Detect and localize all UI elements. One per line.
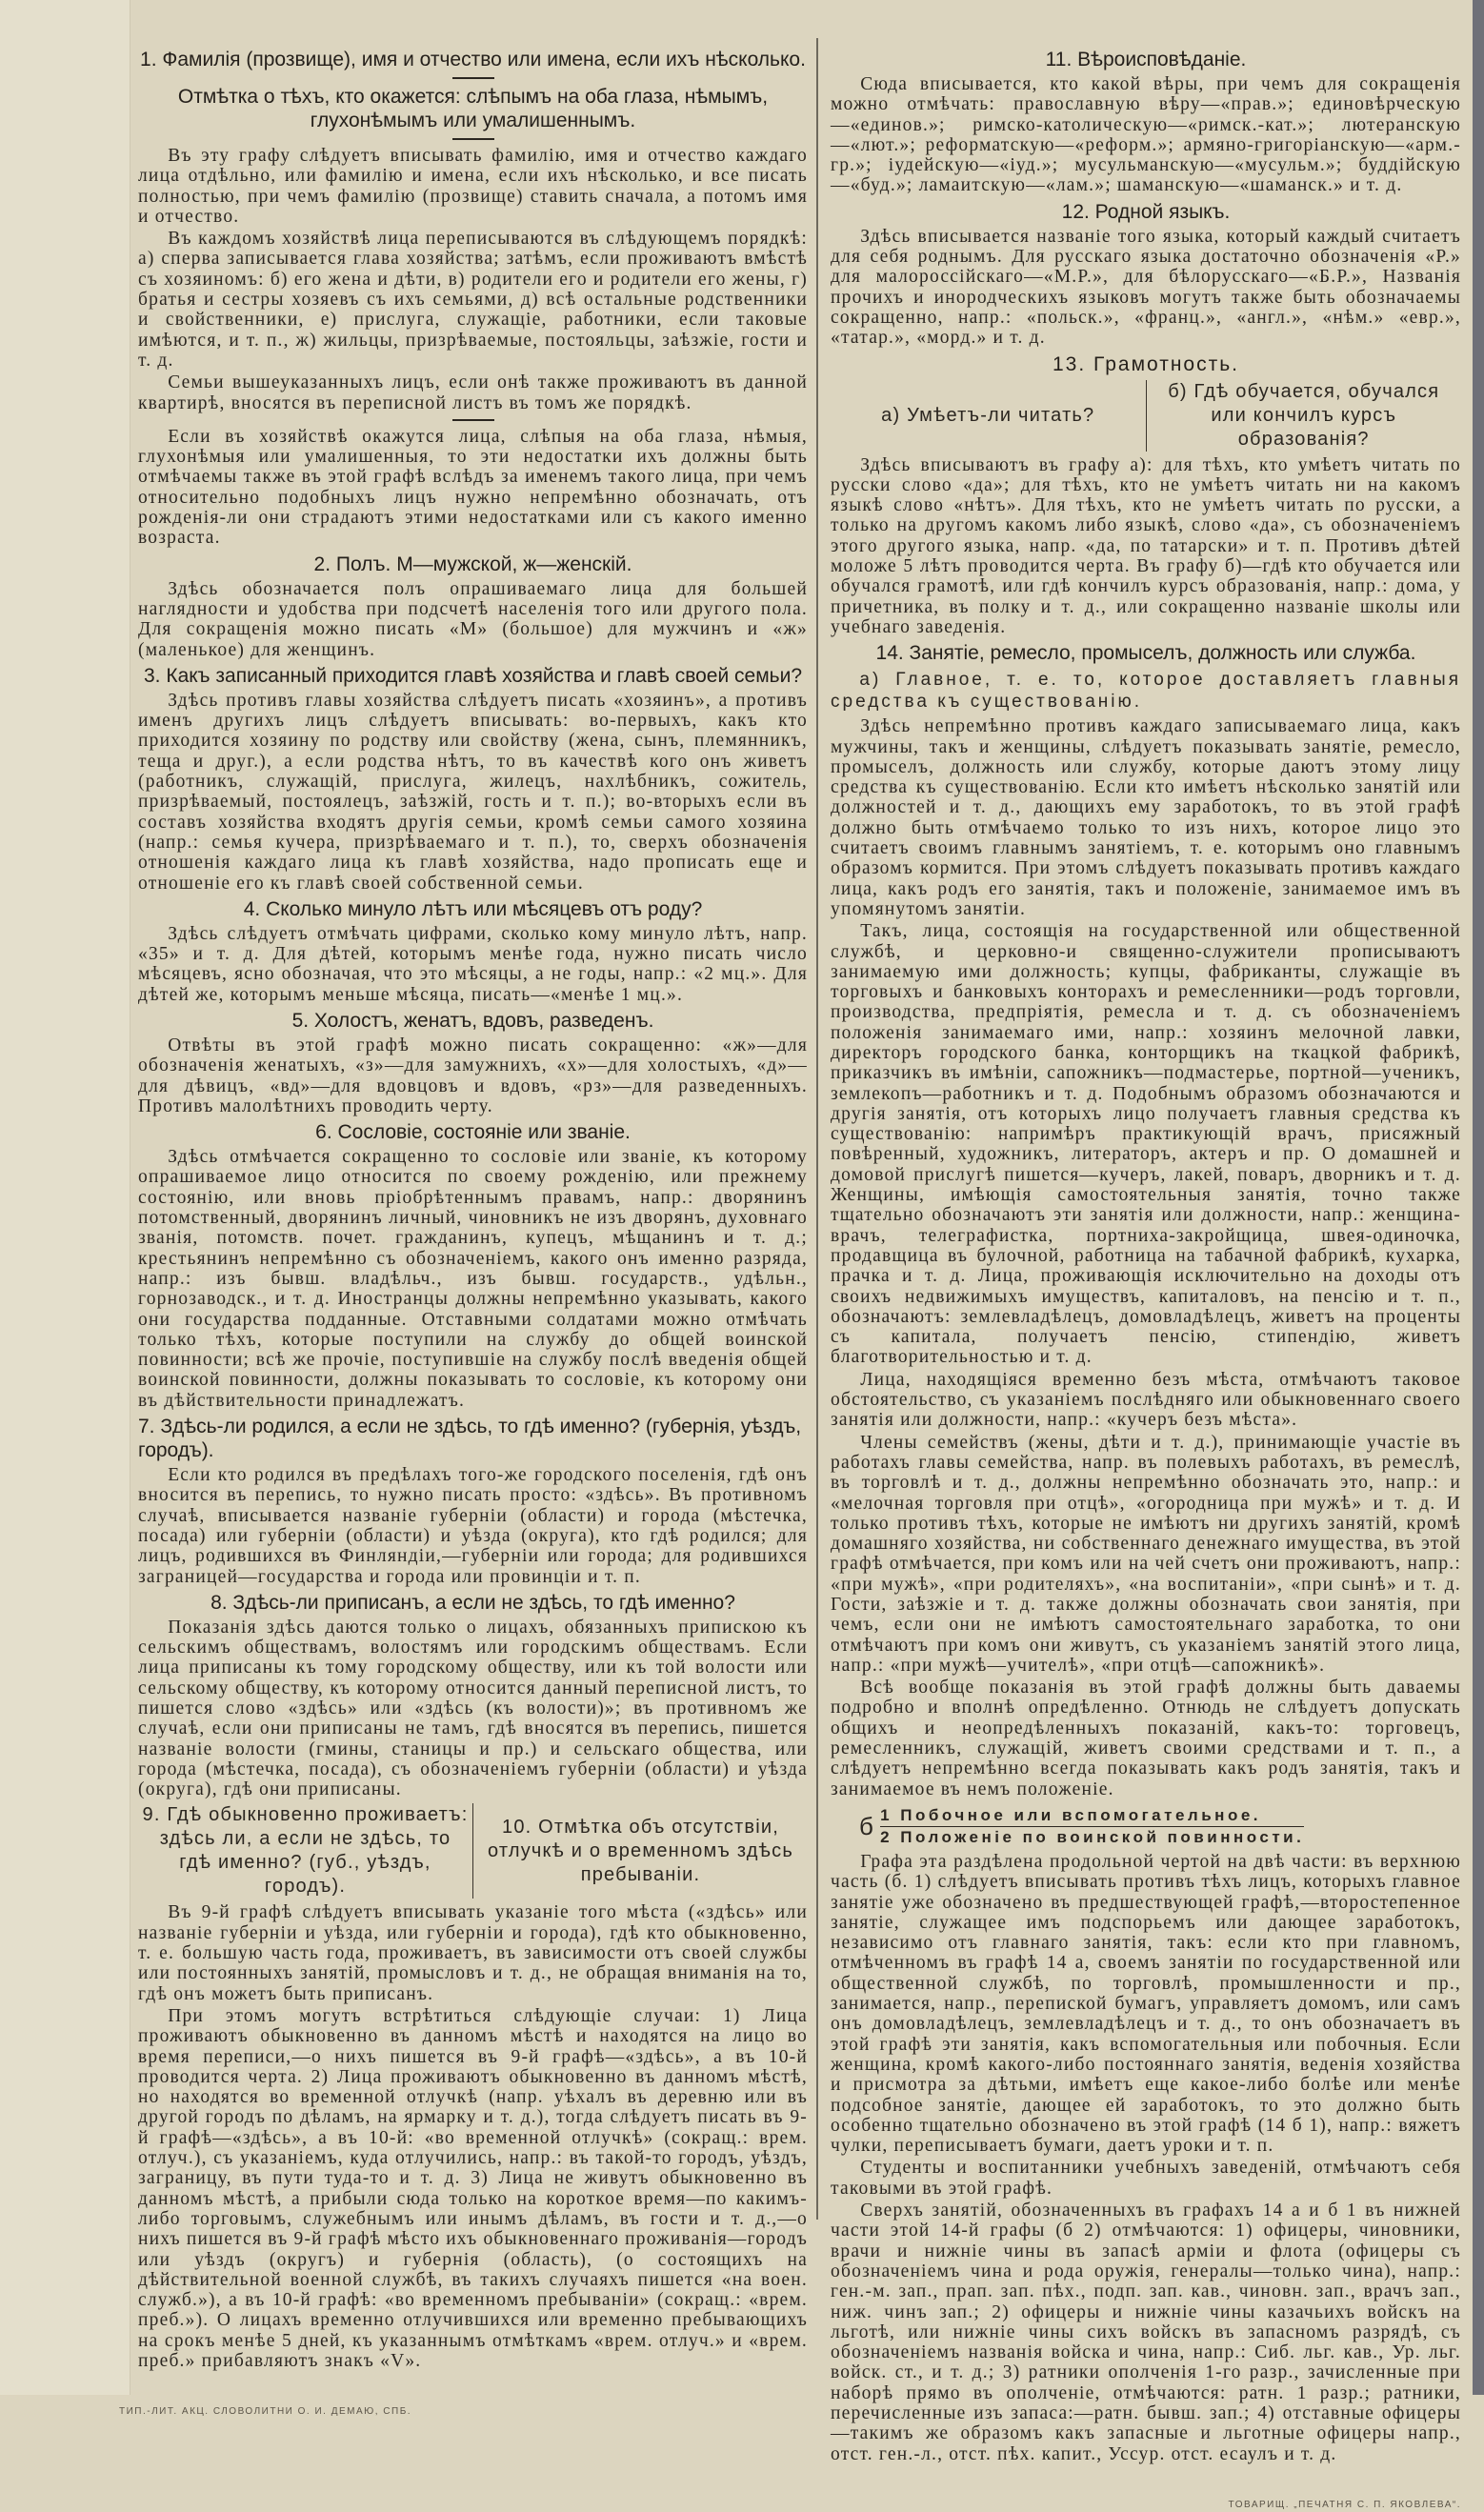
- paragraph: Такъ, лица, состоящія на государственной или общественной службѣ, и церковно-и священно-служители прописываютъ занимаемую ими должность; купцы, фабриканты, служащіе въ торговыхъ и банковыхъ конторахъ и ремесленники—родъ торговли, производства, предпріятія, ремесла и т. д. съ обозначеніемъ положенія занимаемаго ими, напр.: хозяинъ мелочной лавки, директоръ городского банка, конторщикъ на ткацкой фабрикѣ, приказчикъ въ имѣніи, сапожникъ—подмастерье, портной—ученикъ, землекопъ—работникъ и т. д. Подобнымъ образомъ обозначаются и другія занятія, отъ которыхъ лицо получаетъ главныя средства къ существованію: напримѣръ практикующій врачъ, присяжный повѣренный, художникъ, литераторъ, актеръ и пр. О домашней и домовой прислугѣ пишется—кучеръ, лакей, поваръ, дворникъ и т. д. Женщины, имѣющія самостоятельныя занятія, точно также тщательно обозначаютъ эти занятія или должности, напр.: женщина-врачъ, телеграфистка, портниха-закройщица, швея-одиночка, продавщица въ булочной, работница на табачной фабрикѣ, кухарка, прачка и т. д. Лица, проживающія исключительно на доходы отъ своихъ недвижимыхъ имуществъ, капиталовъ, на пенсію и т. п., обозначаютъ: землевладѣлецъ, домовладѣлецъ, живетъ на проценты съ капитала, получаетъ пенсію, стипендію, живетъ благотворительностью и т. д.: [831, 921, 1461, 1368]
- left-column: [119, 44, 808, 2419]
- section-1-subheading: Отмѣтка о тѣхъ, кто окажется: слѣпымъ на оба глаза, нѣмымъ, глухонѣмымъ или умалишеннымъ.: [177, 86, 769, 131]
- divider: [452, 138, 494, 140]
- paragraph: При этомъ могутъ встрѣтиться слѣдующіе случаи: 1) Лица проживаютъ обыкновенно въ данномъ мѣстѣ и находятся на лицо во время переписи,—о нихъ пишется въ 9-й графѣ—«здѣсь», а въ 10-й проводится черта. 2) Лица проживаютъ обыкновенно въ данномъ мѣстѣ, но находятся во временной отлучкѣ (напр. уѣхалъ въ деревню или въ другой городъ по дѣламъ, на ярмарку и т. д.), тогда слѣдуетъ писать въ 9-й графѣ—«здѣсь», а въ 10-й: «во временной отлучкѣ» (сокращ.: врем. отлуч.), съ указаніемъ, куда отлучились, напр.: въ такой-то городъ, уѣздъ, заграницу, въ пути туда-то и т. д. 3) Лица не живутъ обыкновенно въ данномъ мѣстѣ, а прибыли сюда только на короткое время—по какимъ-либо торговымъ, служебнымъ или инымъ дѣламъ, въ гости и т. д.,—о нихъ пишется въ 9-й графѣ мѣсто ихъ обыкновеннаго проживанія—городъ или уѣздъ (округъ) и губернія (область), (о состоящихъ на дѣйствительной военной службѣ, въ такихъ случаяхъ пишется «на воен. служб.»), а въ 10-й графѣ: «во временномъ пребываніи» (сокращ.: «врем. преб.»). О лицахъ временно отлучившихся или временно пребывающихъ на срокъ менѣе 5 дней, къ указаннымъ отмѣткамъ «врем. отлуч.» и «врем. преб.» прибавляютъ знакъ «V».: [138, 2005, 808, 2372]
- paragraph: Члены семействъ (жены, дѣти и т. д.), принимающіе участіе въ работахъ главы семейства, напр. въ полевыхъ работахъ, въ ремеслѣ, въ торговлѣ и т. д., должны непремѣнно обозначать это, напр.: и «мелочная торговля при отцѣ», «огородница при мужѣ» и т. д. И только противъ тѣхъ, которые не имѣютъ ни другихъ занятій, кромѣ домашняго хозяйства, ни собственнаго денежнаго имущества, въ этой графѣ отмѣчается, при комъ или на чей счетъ они проживаютъ, напр.: «при мужѣ», «при родителяхъ», «на воспитаніи», «при сынѣ» и т. д. Гости, заѣзжіе и т. д. также должны обозначать свои занятія, при чемъ, если они не имѣютъ самостоятельнаго заработка, то они отмѣчаютъ при комъ они живутъ, съ указаніемъ занятій этого лица, напр.: «при мужѣ—учителѣ», «при отцѣ—сапожникѣ».: [831, 1432, 1461, 1676]
- paragraph: Семьи вышеуказанныхъ лицъ, если онѣ также проживаютъ въ данной квартирѣ, вносятся въ переписной листъ въ томъ же порядкѣ.: [138, 372, 808, 413]
- section-13-subheadings: [831, 380, 1461, 452]
- paragraph: Сверхъ занятій, обозначенныхъ въ графахъ 14 а и б 1 въ нижней части этой 14-й графы (б 2) отмѣчаются: 1) офицеры, чиновники, врачи и нижніе чины въ запасѣ арміи и флота (офицеры съ обозначеніемъ чина и рода оружія, генералы—только чина), напр.: ген.-м. зап., прап. зап. пѣх., подп. зап. кав., чиновн. зап., врачъ зап., ниж. чинъ зап.; 2) офицеры и нижніе чины казачьихъ войскъ на льготѣ, или нижніе чины сихъ войскъ въ запасномъ разрядѣ, съ обозначеніемъ названія войска и чина, напр.: Сиб. льг. кав., Ур. льг. войск. ст., и т. д.; 3) ратники ополченія 1-го разр., зачисленные при наборѣ прямо въ ополченіе, отмѣчаются: ратн. 1 разр.; ратники, перечисленные изъ запаса:—ратн. бывш. зап.; 4) отставные офицеры—такимъ же образомъ какъ запасные и льготные офицеры напр., отст. ген.-л., отст. пѣх. капит., Уссур. отст. есаулъ и т. д.: [831, 2201, 1461, 2464]
- section-6-heading: 6. Сословіе, состояніе или званіе.: [315, 1121, 631, 1144]
- paragraph: Здѣсь обозначается полъ опрашиваемаго лица для большей наглядности и удобства при подсчетѣ населенія того или другого пола. Для сокращенія можно писать «М» (большое) для мужчинъ и «ж» (маленькое) для женщинъ.: [138, 578, 808, 660]
- printer-imprint-right: ТОВАРИЩ. „ПЕЧАТНЯ С. П. ЯКОВЛЕВА“.: [1228, 2499, 1461, 2510]
- paragraph: Здѣсь отмѣчается сокращенно то сословіе или званіе, къ которому опрашиваемое лицо относится по своему рожденію, или прежнему состоянію, или вновь пріобрѣтеннымъ правамъ, напр.: дворянинъ потомственный, дворянинъ личный, чиновникъ не изъ дворянъ, духовнаго званія, потомств. почет. гражданинъ, купецъ, мѣщанинъ и т. д.; крестьянинъ непремѣнно съ обозначеніемъ, какого онъ именно разряда, напр.: изъ бывш. владѣльч., изъ бывш. государств., удѣльн., горнозаводск., и т. д. Иностранцы должны непремѣнно указывать, какого они государства подданные. Отставными солдатами можно отмѣчать только тѣхъ, которые поступили на службу до общей воинской повинности; всѣ же прочіе, поступившіе на службу послѣ введенія общей воинской повинности, должны показывать то сословіе, къ которому они въ дѣйствительности принадлежатъ.: [138, 1147, 808, 1411]
- section-9-10-headings: [138, 1803, 808, 1899]
- section-13-heading: 13. Грамотность.: [1052, 352, 1240, 375]
- section-14b1-heading: 1 Побочное или вспомогательное.: [880, 1805, 1304, 1827]
- paragraph: Въ каждомъ хозяйствѣ лица переписываются въ слѣдующемъ порядкѣ: а) сперва записывается глава хозяйства; затѣмъ, если проживаютъ вмѣстѣ съ хозяиномъ: б) его жена и дѣти, в) родители его и родители его жены, г) братья и сестры хозяевъ съ ихъ семьями, д) всѣ остальные родственники и свойственники, е) прислуга, служащіе, работники, если таковые имѣются, и т. п., ж) жильцы, призрѣваемые, постояльцы, заѣзжіе, гости и т. д.: [138, 229, 808, 371]
- section-14b2-heading: 2 Положеніе по воинской повинности.: [880, 1827, 1305, 1846]
- section-13a-heading: а) Умѣетъ-ли читать?: [881, 404, 1095, 426]
- divider: [452, 77, 494, 79]
- section-8-heading: 8. Здѣсь-ли приписанъ, а если не здѣсь, то гдѣ именно?: [211, 1591, 735, 1614]
- section-10-heading: 10. Отмѣтка объ отсутствіи, отлучкѣ и о временномъ здѣсь пребываніи.: [472, 1803, 808, 1899]
- paragraph: Студенты и воспитанники учебныхъ заведеній, отмѣчаютъ себя таковыми въ этой графѣ.: [831, 2158, 1461, 2199]
- paragraph: Графа эта раздѣлена продольной чертой на двѣ части: въ верхнюю часть (б. 1) слѣдуетъ вписывать противъ тѣхъ лицъ, которыхъ главное занятіе уже обозначено въ предшествующей графѣ,—второстепенное занятіе, служащее имъ подспорьемъ или дающее заработокъ, независимо отъ главнаго занятія, такъ: если кто при главномъ, отмѣченномъ въ графѣ 14 а, своемъ занятіи по государственной или общественной службѣ, по торговлѣ, промышленности и пр., занимается, напр., перепиской бумагъ, управляетъ домомъ, или самъ онъ домовладѣлецъ, землевладѣлецъ и т. д., то онъ обозначаетъ въ этой графѣ эти занятія, какъ вспомогательныя или побочныя. Если женщина, кромѣ какого-либо постояннаго занятія, веденія хозяйства и присмотра за дѣтьми, имѣетъ еще какое-либо болѣе или менѣе подсобное занятіе, дающее ей заработокъ, то это должно быть особенно тщательно обозначено въ этой графѣ (14 б 1), напр.: вяжетъ чулки, переписываетъ бумаги, даетъ уроки и т. п.: [831, 1851, 1461, 2157]
- paragraph: Показанія здѣсь даются только о лицахъ, обязанныхъ припискою къ сельскимъ обществамъ, волостямъ или городскимъ обществамъ. Если лица приписаны къ тому городскому обществу, или къ той волости или сельскому обществу, къ которому относится данный переписной листъ, то пишется слово «здѣсь» или «здѣсь (къ волости)»; въ противномъ же случаѣ, если они приписаны не тамъ, гдѣ вносятся въ перепись, пишется названіе волости (гмины, станицы и пр.) и сельскаго общества, или города (мѣстечка, посада), съ обозначеніемъ губерніи (области) и уѣзда (округа), гдѣ они приписаны.: [138, 1617, 808, 1800]
- section-5-heading: 5. Холостъ, женатъ, вдовъ, разведенъ.: [291, 1009, 654, 1032]
- section-13b-heading: б) Гдѣ обучается, обучался или кончилъ курсъ образованія?: [1146, 380, 1462, 452]
- paragraph: Здѣсь непремѣнно противъ каждаго записываемаго лица, какъ мужчины, такъ и женщины, слѣдуетъ показывать занятіе, ремесло, промыселъ, должность или службу, которые даютъ этому лицу средства къ существованію. Если кто имѣетъ нѣсколько занятій или должностей и т. д., дающихъ ему заработокъ, то въ этой графѣ должно быть отмѣчаемо только то изъ нихъ, которое лицо это считаетъ своимъ главнымъ занятіемъ, т. е. которымъ оно главнымъ образомъ кормится. При этомъ слѣдуетъ показывать противъ каждаго лица, какъ родъ его занятія, такъ и положеніе, занимаемое имъ въ упомянутомъ занятіи.: [831, 716, 1461, 919]
- column-divider: [816, 38, 818, 2220]
- paragraph: Здѣсь вписывается названіе того языка, который каждый считаетъ для себя роднымъ. Для русскаго языка достаточно обозначенія «Р.» для малороссійскаго—«М.Р.», для бѣлорусскаго—«Б.Р.», Названія прочихъ и инородческихъ языковъ могутъ также быть обозначаемы сокращенно, напр.: «польск.», «франц.», «англ.», «нѣм.» «евр.», «татар.», «морд.» и т. д.: [831, 226, 1461, 349]
- paragraph: Сюда вписывается, кто какой вѣры, при чемъ для сокращенія можно отмѣчать: православную вѣру—«прав.»; единовѣрческую—«единов.»; римско-католическую—«римск.-кат.»; лютеранскую—«лют.»; реформатскую—«реформ.»; армяно-григоріанскую—«арм.-гр.»; іудейскую—«іуд.»; мусульманскую—«мусульм.»; буддійскую—«буд.»; ламаитскую—«лам.»; шаманскую—«шаманск.» и т. д.: [831, 74, 1461, 196]
- section-11-heading: 11. Вѣроисповѣданіе.: [1045, 49, 1247, 70]
- scan-margin-left: [0, 0, 130, 2395]
- section-3-heading: 3. Какъ записанный приходится главѣ хозяйства и главѣ своей семьи?: [143, 664, 803, 687]
- section-14-heading: 14. Занятіе, ремесло, промыселъ, должность или служба.: [875, 642, 1416, 665]
- paragraph: Здѣсь вписываютъ въ графу а): для тѣхъ, кто умѣетъ читать по русски слово «да»; для тѣхъ, кто не умѣетъ читать ни на какомъ языкѣ слово «нѣтъ». Для тѣхъ, кто не умѣетъ читать по русски, а только на другомъ какомъ либо языкѣ, слово «да», съ обозначеніемъ этого другого языка, напр. «да, по татарски» и т. п. Противъ дѣтей моложе 5 лѣтъ проводится черта. Въ графу б)—гдѣ кто обучается или обучался грамотѣ, или гдѣ кончилъ курсъ образованія, напр.: дома, у причетника, въ полку и т. д., или сокращенно названіе школы или учебнаго заведенія.: [831, 454, 1461, 637]
- paragraph: Здѣсь слѣдуетъ отмѣчать цифрами, сколько кому минуло лѣтъ, напр. «35» и т. д. Для дѣтей, которымъ менѣе года, нужно писать число мѣсяцевъ, ясно обозначая, что это мѣсяцы, а не годы, напр.: «2 мц.». Для дѣтей же, которымъ меньше мѣсяца, писать—«менѣе 1 мц.».: [138, 923, 808, 1005]
- section-7-heading: 7. Здѣсь-ли родился, а если не здѣсь, то гдѣ именно? (губернія, уѣздъ, городъ).: [138, 1416, 802, 1462]
- paragraph: Если кто родился въ предѣлахъ того-же городского поселенія, гдѣ онъ вносится въ перепись, то нужно писать просто: «здѣсь». Въ противномъ случаѣ, вписывается названіе губерніи (области) и города (мѣстечка, посада) или губерніи (области) и уѣзда (округа), кто гдѣ родился; для лицъ, родившихся въ Финляндіи,—губерніи или города; для родившихся заграницей—государства и города или провинціи и т. п.: [138, 1465, 808, 1587]
- divider: [452, 419, 494, 421]
- paragraph: Въ эту графу слѣдуетъ вписывать фамилію, имя и отчество каждаго лица отдѣльно, или фамилію и имена, если ихъ нѣсколько, и все писать полностью, при чемъ фамилію (прозвище) ставить сначала, а потомъ имя и отчество.: [138, 146, 808, 227]
- right-column: [831, 44, 1461, 2512]
- section-14b-letter: б: [859, 1811, 875, 1840]
- paragraph: Всѣ вообще показанія въ этой графѣ должны быть даваемы подробно и вполнѣ опредѣленно. Отнюдь не слѣдуетъ допускать общихъ и неопредѣленныхъ показаній, какъ-то: торговецъ, ремесленникъ, служащій, живетъ своими средствами и т. п., а слѣдуетъ непремѣнно всегда показывать какъ родъ занятія, такъ и занимаемое въ немъ положеніе.: [831, 1678, 1461, 1799]
- printer-imprint-left: ТИП.-ЛИТ. АКЦ. СЛОВОЛИТНИ О. И. ДЕМАЮ, СПБ.: [119, 2406, 412, 2418]
- scan-edge-right: [1473, 0, 1484, 2395]
- section-4-heading: 4. Сколько минуло лѣтъ или мѣсяцевъ отъ роду?: [243, 897, 703, 920]
- paragraph: Отвѣты въ этой графѣ можно писать сокращенно: «ж»—для обозначенія женатыхъ, «з»—для замужнихъ, «х»—для холостыхъ, «д»—для дѣвицъ, «вд»—для вдовцовъ и вдовъ, «рз»—для разведенныхъ. Противъ малолѣтнихъ проводить черту.: [138, 1035, 808, 1116]
- paragraph: Здѣсь противъ главы хозяйства слѣдуетъ писать «хозяинъ», а противъ именъ другихъ лицъ слѣдуетъ вписывать: во-первыхъ, какъ кто приходится хозяину по родству или свойству (жена, сынъ, племянникъ, теща и друг.), а если родства нѣтъ, то въ качествѣ кого онъ живетъ (работникъ, служащій, прислуга, жилецъ, нахлѣбникъ, сожитель, призрѣваемый, постоялецъ, заѣзжій, гость и т. п.); во-вторыхъ если въ составъ хозяйства входятъ другія семьи, кромѣ семьи самого хозяина (напр.: семья кучера, призрѣваемаго и т. п.), то, сверхъ обозначенія отношенія каждаго лица къ главѣ хозяйства, надо прописать еще и отношеніе его къ главѣ своей собственной семьи.: [138, 690, 808, 894]
- paragraph: Если въ хозяйствѣ окажутся лица, слѣпыя на оба глаза, нѣмыя, глухонѣмыя или умалишенныя, то эти недостатки ихъ должны быть отмѣчаемы также въ этой графѣ вслѣдъ за именемъ такого лица, при чемъ относительно подобныхъ лицъ нужно непремѣнно обозначать, отъ рожденія-ли они страдаютъ этими недостатками или съ какого именно возраста.: [138, 426, 808, 549]
- section-2-heading: 2. Полъ. М—мужской, ж—женскій.: [313, 553, 632, 575]
- paragraph: Въ 9-й графѣ слѣдуетъ вписывать указаніе того мѣста («здѣсь» или названіе губерніи и уѣзда, или губерніи и города), гдѣ кто обыкновенно, т. е. большую часть года, проживаетъ, въ зависимости отъ своей службы или постоянныхъ занятій, промысловъ и т. д., не обращая вниманія на то, гдѣ онъ можетъ быть приписанъ.: [138, 1902, 808, 2004]
- paragraph: Лица, находящіяся временно безъ мѣста, отмѣчаютъ таковое обстоятельство, съ указаніемъ послѣдняго или обыкновеннаго своего занятія или должности, напр.: «кучеръ безъ мѣста».: [831, 1369, 1461, 1431]
- section-1-heading: 1. Фамилія (прозвище), имя и отчество или имена, если ихъ нѣсколько.: [140, 49, 806, 70]
- section-14a-heading: а) Главное, т. е. то, которое доставляетъ главныя средства къ существованію.: [831, 670, 1461, 713]
- section-14b-heading: [859, 1805, 1461, 1848]
- section-9-heading: 9. Гдѣ обыкновенно проживаетъ: здѣсь ли, а если не здѣсь, то гдѣ именно? (губ., уѣздъ, городъ).: [142, 1804, 469, 1898]
- section-12-heading: 12. Родной языкъ.: [1061, 200, 1231, 223]
